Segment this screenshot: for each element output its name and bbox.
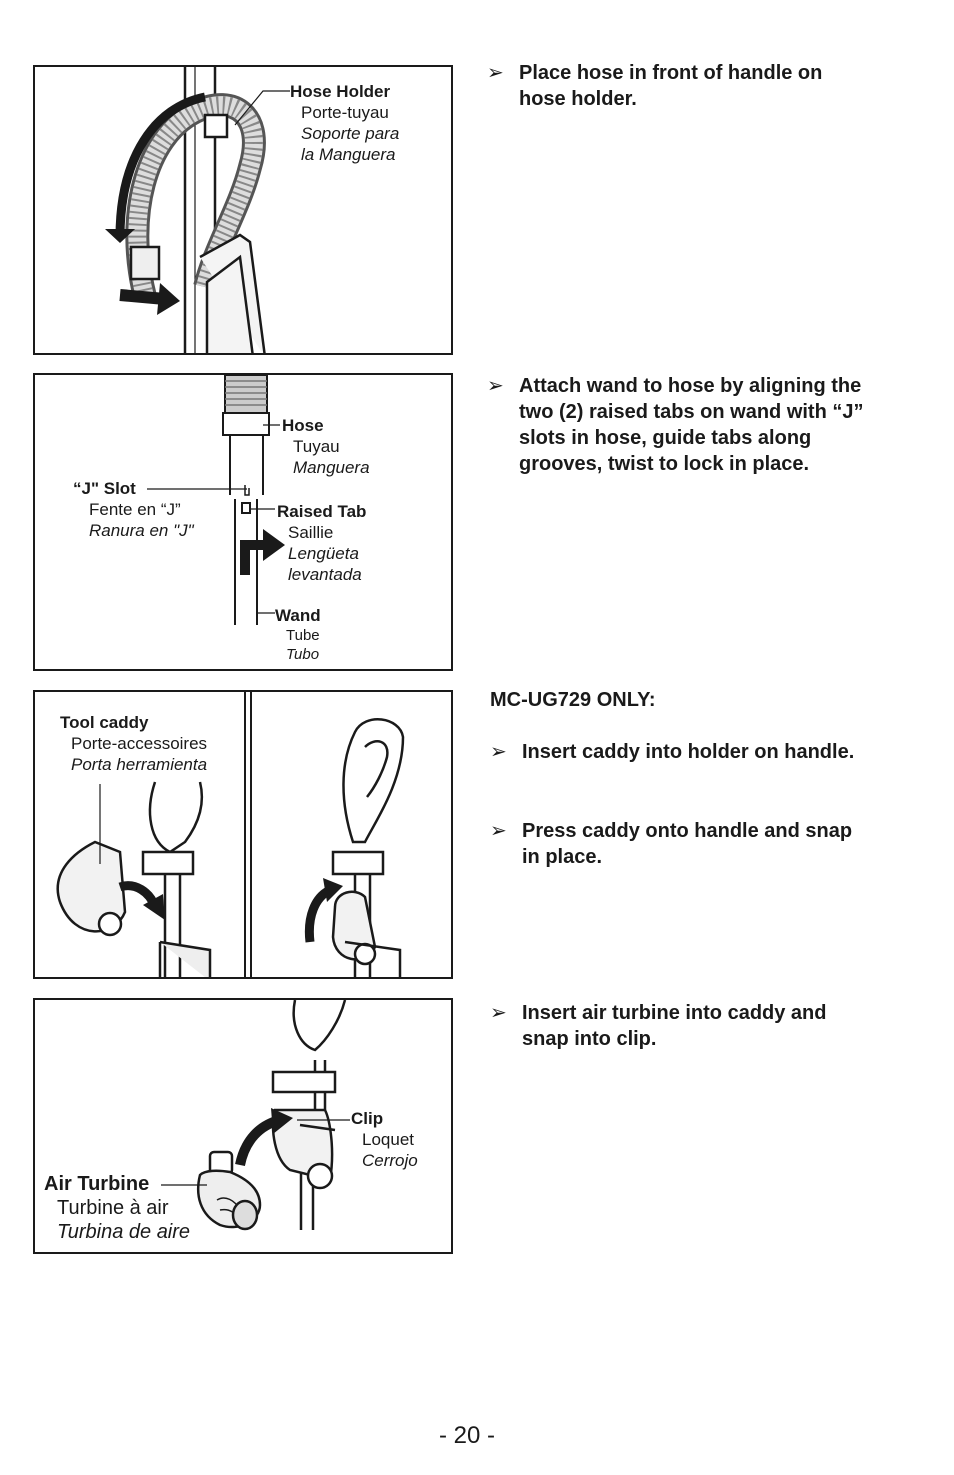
wand-label-es: Tubo	[286, 646, 320, 663]
wand-label	[275, 605, 321, 664]
bullet-arrow-icon: ➢	[490, 1002, 507, 1024]
bullet-arrow-icon: ➢	[487, 62, 504, 84]
raised-tab-label	[277, 501, 366, 585]
step-insert-turbine-line2: snap into clip.	[522, 1028, 657, 1050]
hose-holder-label-en: Hose Holder	[290, 82, 391, 101]
step-insert-caddy-line1: Insert caddy into holder on handle.	[522, 741, 855, 763]
clip-label-fr: Loquet	[362, 1130, 414, 1149]
clip-label	[351, 1108, 418, 1171]
clip-label-en: Clip	[351, 1109, 384, 1128]
air-turbine-label-en: Air Turbine	[44, 1173, 150, 1195]
bullet-arrow-icon: ➢	[490, 741, 507, 763]
tool-caddy-label-es: Porta herramienta	[71, 755, 208, 774]
figure-hose-holder	[33, 65, 453, 355]
step-attach-wand-line4: grooves, twist to lock in place.	[519, 453, 810, 475]
step-insert-caddy	[490, 739, 910, 765]
hose-holder-label-es1: Soporte para	[301, 124, 400, 143]
step-attach-wand	[487, 373, 907, 477]
j-slot-label-en: “J" Slot	[73, 479, 136, 498]
page-number: - 20 -	[438, 1422, 495, 1449]
figure-tool-caddy	[33, 690, 453, 979]
figure-wand-hose	[33, 373, 453, 671]
clip-label-es: Cerrojo	[362, 1151, 418, 1170]
raised-tab-label-fr: Saillie	[288, 523, 334, 542]
raised-tab-label-es2: levantada	[288, 565, 362, 584]
tool-caddy-label-fr: Porte-accessoires	[71, 734, 208, 753]
air-turbine-label-fr: Turbine à air	[57, 1197, 169, 1219]
air-turbine-label-es: Turbina de aire	[57, 1221, 191, 1243]
raised-tab-label-es1: Lengüeta	[288, 544, 359, 563]
wand-label-en: Wand	[275, 606, 321, 625]
hose-label-fr: Tuyau	[293, 437, 340, 456]
step-insert-turbine-line1: Insert air turbine into caddy and	[522, 1002, 827, 1024]
step-press-caddy-line2: in place.	[522, 846, 603, 868]
j-slot-label-fr: Fente en “J”	[89, 500, 181, 519]
step-insert-turbine	[490, 1000, 910, 1052]
step-press-caddy-line1: Press caddy onto handle and snap	[522, 820, 853, 842]
page-number-container	[0, 1422, 954, 1450]
wand-label-fr: Tube	[286, 627, 320, 644]
model-note: MC-UG729 ONLY:	[490, 689, 656, 711]
step-attach-wand-line1: Attach wand to hose by aligning the	[519, 375, 862, 397]
tool-caddy-label	[60, 712, 207, 775]
hose-holder-label-fr: Porte-tuyau	[301, 103, 389, 122]
raised-tab-label-en: Raised Tab	[277, 502, 367, 521]
step-place-hose-line1: Place hose in front of handle on	[519, 62, 823, 84]
figure-air-turbine	[33, 998, 453, 1254]
step-attach-wand-line3: slots in hose, guide tabs along	[519, 427, 812, 449]
hose-holder-label-es2: la Manguera	[301, 145, 396, 164]
step-press-caddy	[490, 818, 910, 870]
hose-label-en: Hose	[282, 416, 324, 435]
step-place-hose	[487, 60, 907, 112]
bullet-arrow-icon: ➢	[487, 375, 504, 397]
hose-label	[282, 415, 370, 478]
step-attach-wand-line2: two (2) raised tabs on wand with “J”	[519, 401, 864, 423]
bullet-arrow-icon: ➢	[490, 820, 507, 842]
tool-caddy-label-en: Tool caddy	[60, 713, 149, 732]
hose-label-es: Manguera	[293, 458, 370, 477]
step-place-hose-line2: hose holder.	[519, 88, 637, 110]
j-slot-label	[73, 478, 194, 541]
hose-holder-label	[290, 81, 399, 165]
j-slot-label-es: Ranura en "J"	[89, 521, 194, 540]
air-turbine-label	[44, 1172, 190, 1244]
